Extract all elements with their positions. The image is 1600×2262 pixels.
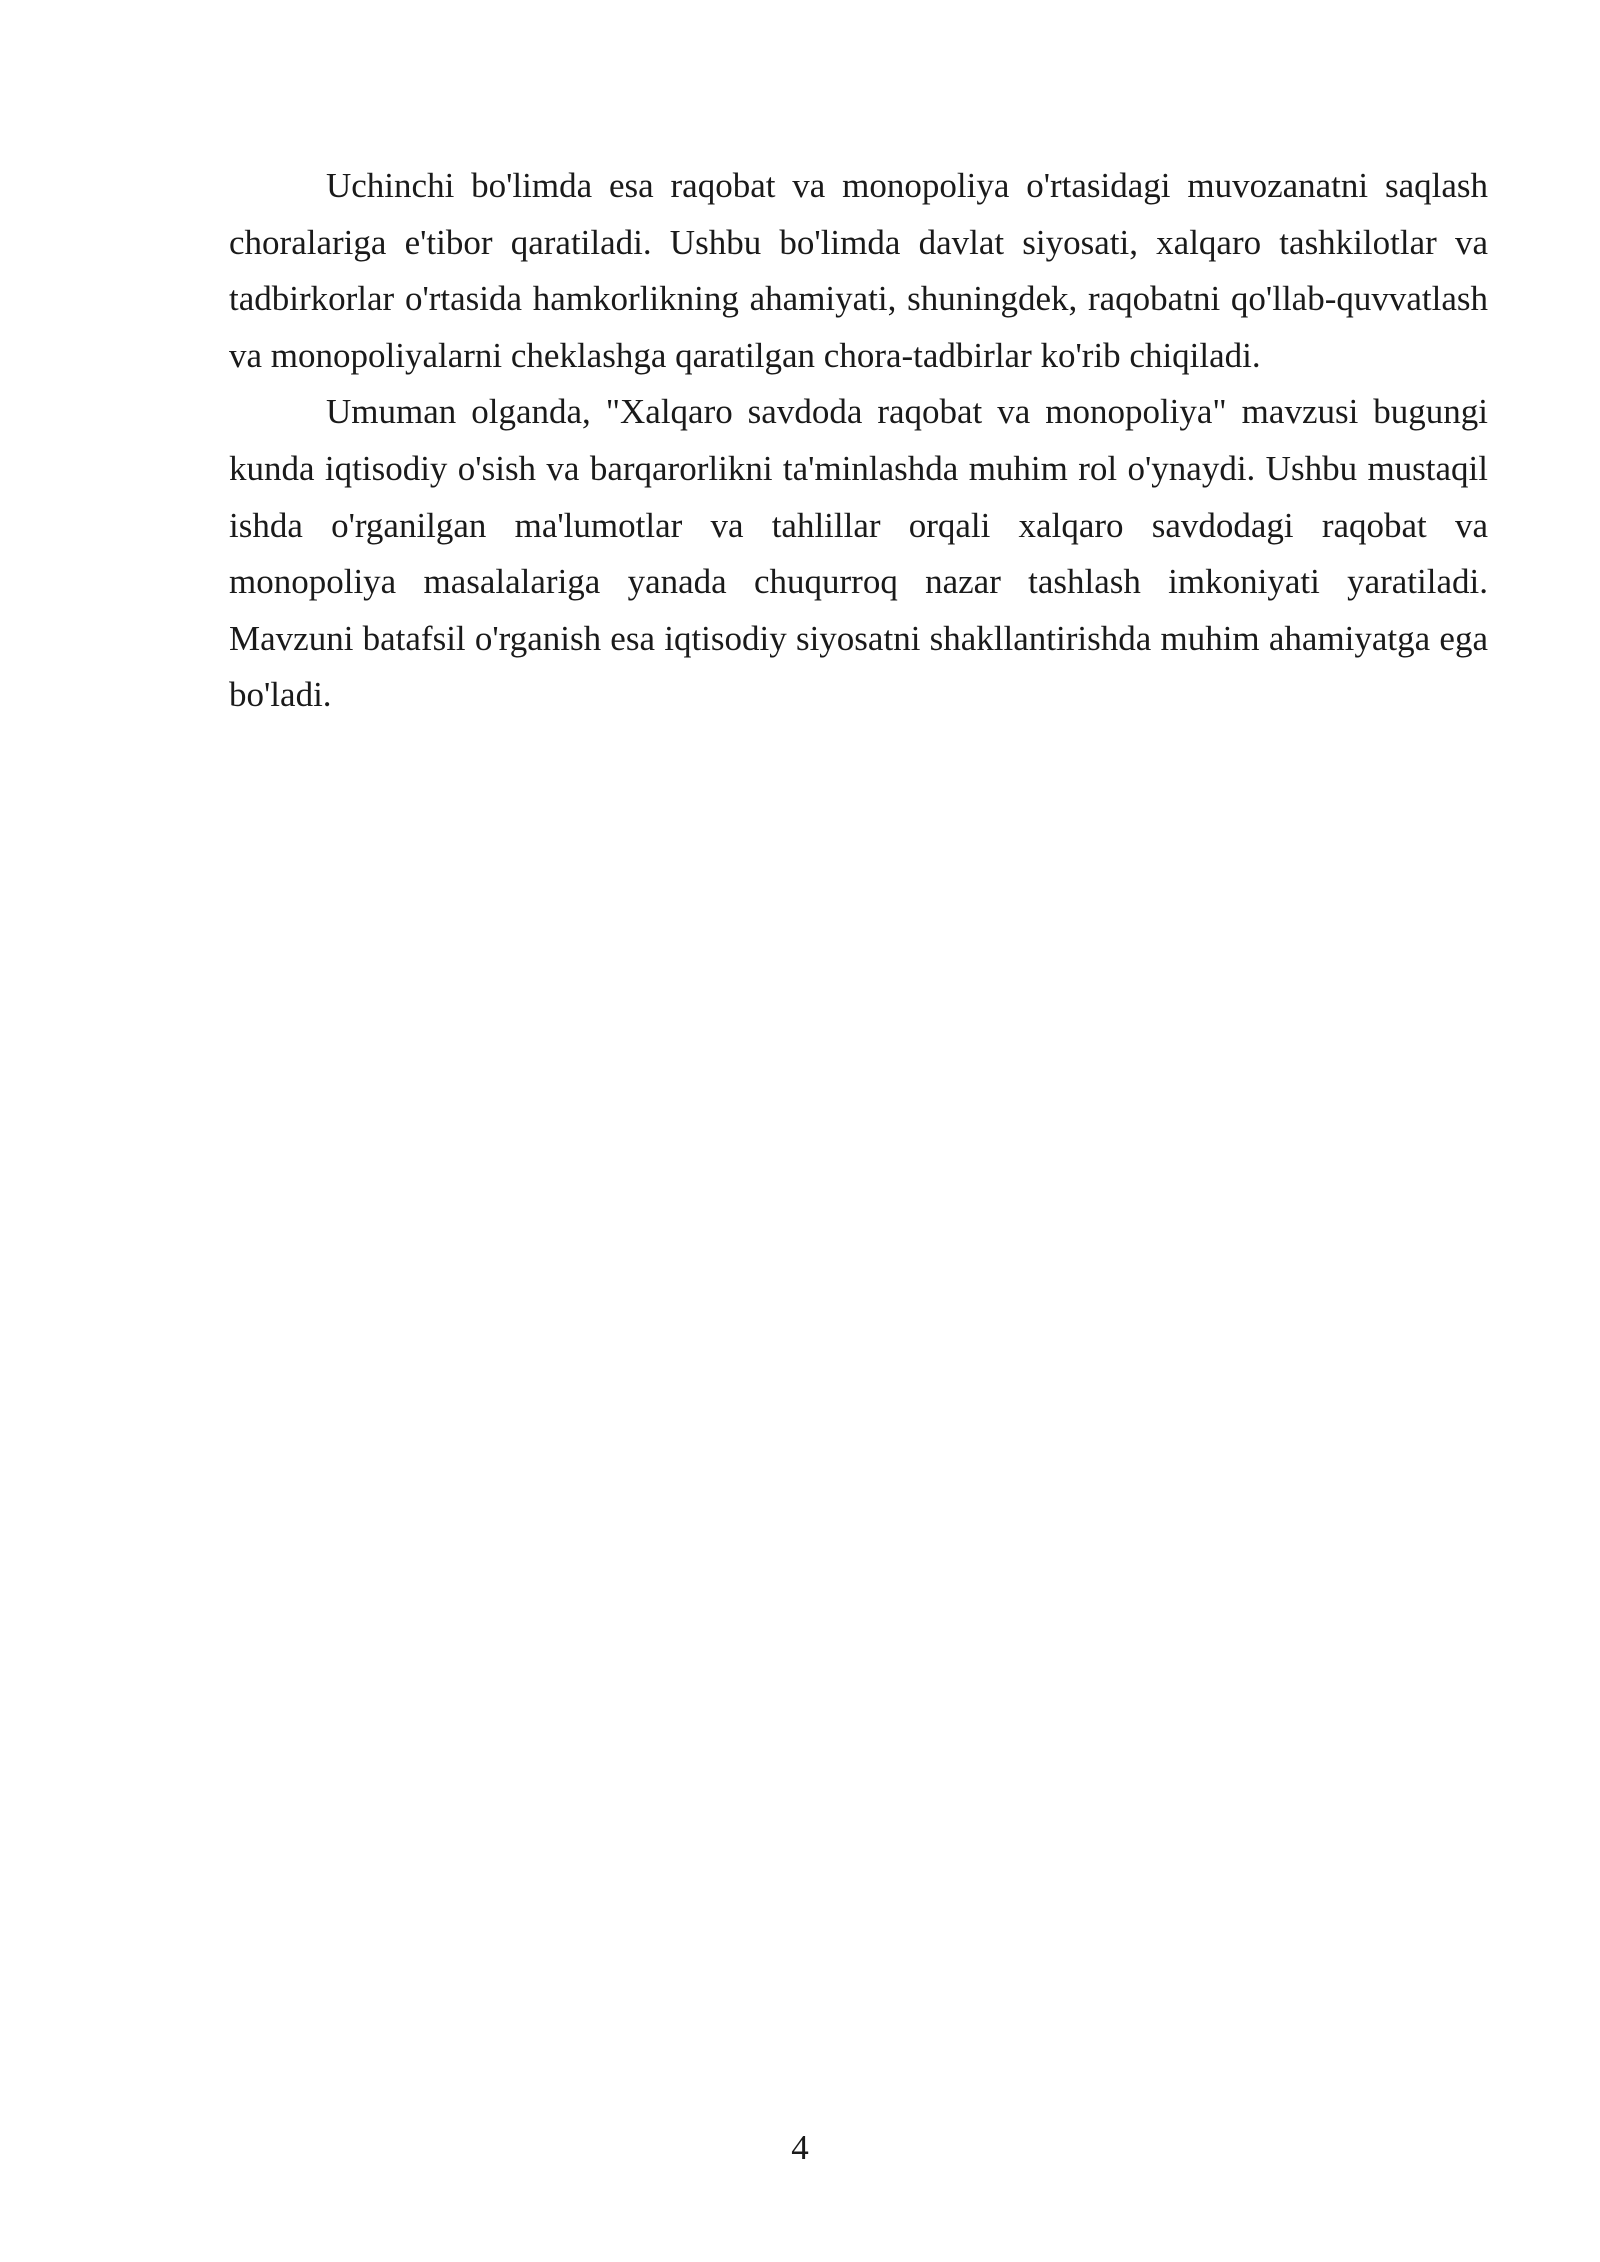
paragraph-1: Uchinchi bo'limda esa raqobat va monopoliya o'rtasidagi muvozanatni saqlash choralariga e'tibor qaratiladi. Ushbu bo'limda davlat siyosati, xalqaro tashkilotlar va tadbirkorlar o'rtasida hamkorlikning ahamiyati, shuningdek, raqobatni qo'llab-quvvatlash va monopoliyalarni cheklashga qaratilgan chora-tadbirlar ko'rib chiqiladi. — [229, 166, 1488, 375]
body-text — [229, 158, 1488, 724]
paragraph-2: Umuman olganda, "Xalqaro savdoda raqobat va monopoliya" mavzusi bugungi kunda iqtisodiy o'sish va barqarorlikni ta'minlashda muhim rol o'ynaydi. Ushbu mustaqil ishda o'rganilgan ma'lumotlar va tahlillar orqali xalqaro savdodagi raqobat va monopoliya masalalariga yanada chuqurroq nazar tashlash imkoniyati yaratiladi. Mavzuni batafsil o'rganish esa iqtisodiy siyosatni shakllantirishda muhim ahamiyatga ega bo'ladi. — [229, 392, 1488, 715]
page-number: 4 — [791, 2128, 809, 2167]
